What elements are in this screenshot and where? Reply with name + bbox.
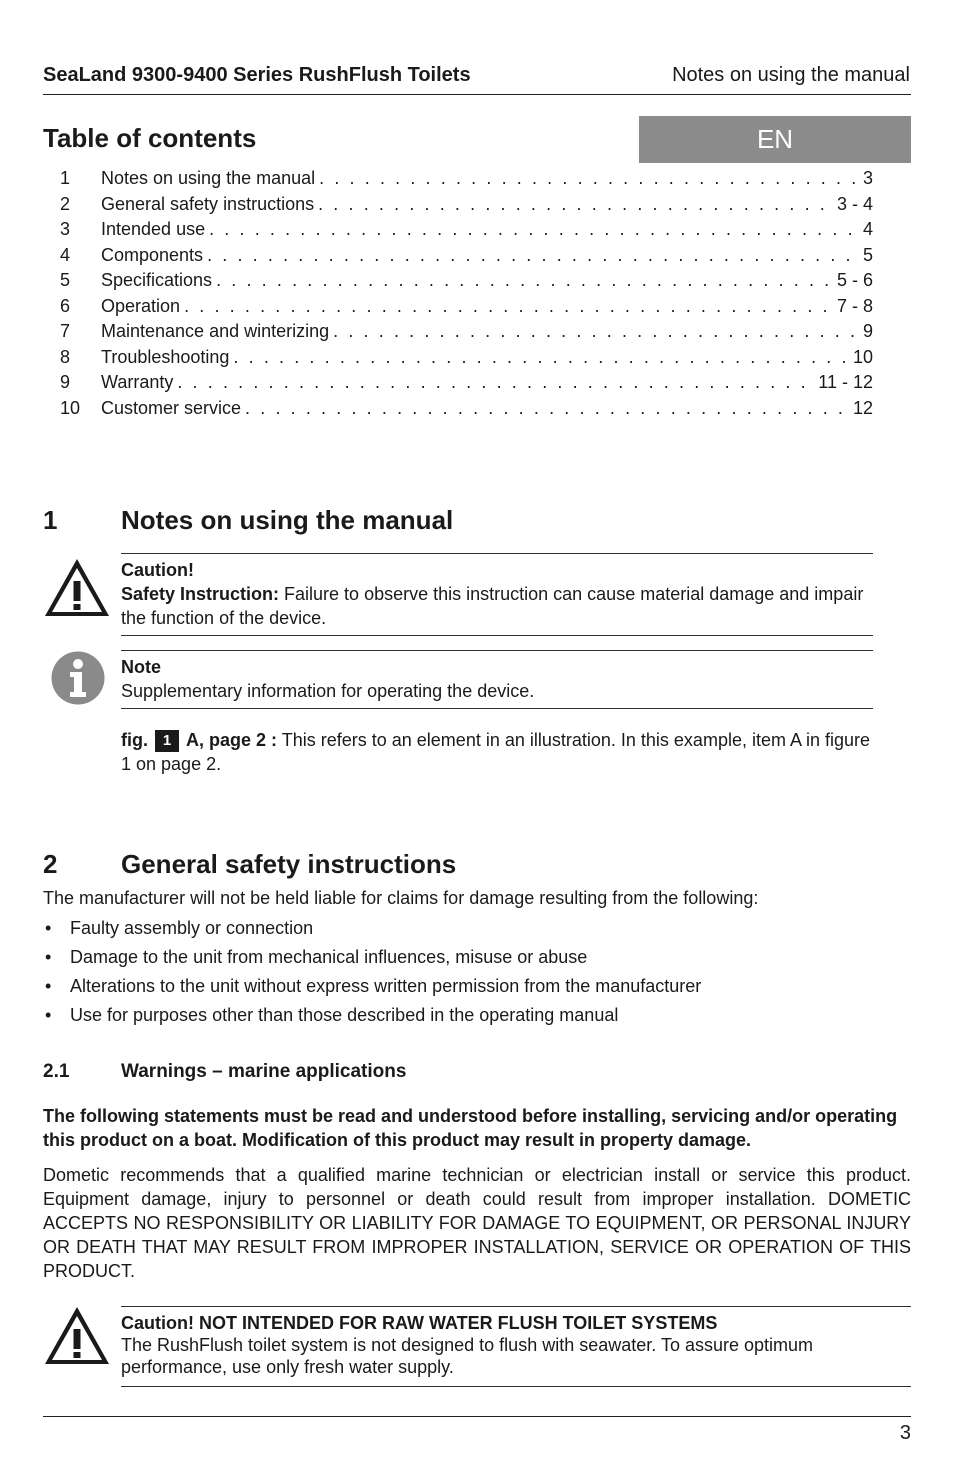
toc-entry[interactable] [60, 345, 873, 371]
toc-entry[interactable] [60, 192, 873, 218]
toc-leader-dots [203, 243, 859, 269]
toc-entry-number: 9 [60, 372, 71, 392]
section-title: Notes on using the manual [121, 505, 454, 535]
toc-entry[interactable] [60, 396, 873, 422]
toc-entry-page: 4 [862, 219, 873, 239]
toc-leader-dots [229, 345, 849, 371]
list-item: • Alterations to the unit without express written permission from the manufacturer [43, 972, 911, 1001]
toc-entry-page: 3 [862, 168, 873, 188]
table-of-contents [60, 166, 873, 421]
toc-entry-number: 3 [60, 219, 71, 239]
list-item-text: Use for purposes other than those described in the operating manual [70, 1005, 619, 1025]
disclaimer-paragraph: Dometic recommends that a qualified marine technician or electrician install or service this product. Equipment damage, injury to personnel or death could result from improper installation. DOMETIC ACCEPTS NO RESPONSIBILITY OR LIABILITY FOR DAMAGE TO EQUIPMENT, OR PERSONAL INJURY OR DEATH THAT MAY RESULT FROM IMPROPER INSTALLATION, SERVICE OR OPERATION OF THIS PRODUCT. [43, 1165, 911, 1281]
caution-bottom-rule [121, 635, 873, 636]
toc-entry-number: 6 [60, 295, 71, 316]
warning-statement: The following statements must be read and understood before installing, servicing and/or operating this product on a boat. Modification of this product may result in property damage. [43, 1106, 898, 1150]
caution-box [121, 558, 873, 630]
toc-entry-number: 10 [60, 397, 81, 418]
caution-text [121, 582, 873, 630]
list-item-text: Damage to the unit from mechanical influences, misuse or abuse [70, 947, 588, 967]
language-badge: EN [639, 116, 911, 163]
raw-water-caution-box [121, 1312, 911, 1378]
document-title: SeaLand 9300-9400 Series RushFlush Toilets [43, 64, 471, 86]
toc-entry-title: General safety instructions [101, 193, 315, 214]
list-item-text: Alterations to the unit without express written permission from the manufacturer [70, 976, 702, 996]
section-title: General safety instructions [121, 849, 457, 879]
toc-entry-number: 7 [60, 321, 71, 341]
toc-leader-dots [315, 166, 859, 192]
section-header: Notes on using the manual [672, 64, 910, 86]
warning-triangle-icon [43, 1305, 111, 1367]
fig-prefix: fig. [121, 730, 148, 750]
note-heading: Note [121, 657, 161, 677]
toc-entry[interactable] [60, 370, 873, 396]
list-item-text: Faulty assembly or connection [70, 918, 314, 938]
toc-leader-dots [329, 319, 859, 345]
note-text: Supplementary information for operating the device. [121, 681, 535, 701]
page-number: 3 [899, 1422, 911, 1444]
toc-entry[interactable] [60, 268, 873, 294]
toc-entry[interactable] [60, 217, 873, 243]
toc-leader-dots [314, 192, 833, 218]
note-bottom-rule [121, 708, 873, 709]
note-top-rule [121, 650, 873, 651]
toc-entry-title: Customer service [101, 397, 242, 418]
toc-entry-page: 12 [852, 397, 873, 418]
toc-entry-page: 5 - 6 [836, 270, 873, 290]
caution-label: Safety Instruction: [121, 584, 280, 604]
toc-entry-title: Specifications [101, 270, 213, 290]
fig-suffix: A, page 2 : [186, 730, 278, 750]
header-divider [43, 94, 911, 95]
subsection-title: Warnings – marine applications [121, 1061, 407, 1082]
caution-body: Failure to observe this instruction can cause material damage and impair the function of the device. [121, 584, 864, 628]
toc-entry-title: Maintenance and winterizing [101, 321, 330, 341]
toc-leader-dots [212, 268, 833, 294]
toc-entry-page: 11 - 12 [818, 372, 873, 392]
toc-leader-dots [173, 370, 814, 396]
toc-entry-page: 5 [862, 244, 873, 265]
toc-entry-number: 5 [60, 270, 71, 290]
toc-entry-title: Notes on using the manual [101, 168, 316, 188]
toc-entry-title: Intended use [101, 219, 206, 239]
caution-heading: Caution! NOT INTENDED FOR RAW WATER FLUSH TOILET SYSTEMS [121, 1313, 718, 1333]
toc-leader-dots [205, 217, 859, 243]
toc-entry[interactable] [60, 319, 873, 345]
footer-divider [43, 1416, 911, 1417]
toc-leader-dots [180, 294, 833, 320]
toc-entry-number: 8 [60, 346, 71, 367]
toc-entry-title: Warranty [101, 372, 174, 392]
toc-entry-number: 4 [60, 244, 71, 265]
section-1-heading [43, 505, 911, 537]
list-item: • Damage to the unit from mechanical influences, misuse or abuse [43, 943, 911, 972]
toc-entry-page: 9 [862, 321, 873, 341]
section-number: 2 [43, 849, 58, 879]
warning-triangle-icon [43, 557, 111, 619]
toc-entry-number: 2 [60, 193, 71, 214]
fig-explanation: This refers to an element in an illustration. In this example, item A in figure 1 on page 2. [121, 730, 871, 774]
section-number: 1 [43, 505, 58, 535]
toc-entry-page: 10 [852, 346, 873, 367]
toc-entry[interactable] [60, 166, 873, 192]
caution-heading: Caution! [121, 560, 194, 580]
toc-entry-title: Components [101, 244, 204, 265]
toc-entry-page: 3 - 4 [836, 193, 873, 214]
figure-reference [121, 728, 873, 776]
caution-text: The RushFlush toilet system is not designed to flush with seawater. To assure optimum performance, use only fresh water supply. [121, 1335, 813, 1377]
toc-leader-dots [241, 396, 849, 422]
info-icon [51, 651, 105, 705]
toc-entry-title: Operation [101, 295, 181, 316]
list-item: • Use for purposes other than those described in the operating manual [43, 1001, 911, 1030]
note-box [121, 655, 873, 703]
caution-top-rule [121, 1306, 911, 1307]
section-2-intro: The manufacturer will not be held liable for claims for damage resulting from the following: [43, 888, 759, 908]
list-item: • Faulty assembly or connection [43, 914, 911, 943]
toc-entry[interactable] [60, 294, 873, 320]
liability-bullet-list [43, 914, 911, 1030]
caution-top-rule [121, 553, 873, 554]
toc-heading: Table of contents [43, 123, 257, 153]
subsection-number: 2.1 [43, 1061, 70, 1082]
figure-number-badge: 1 [155, 730, 179, 752]
toc-entry-number: 1 [60, 168, 71, 188]
toc-entry[interactable] [60, 243, 873, 269]
toc-entry-title: Troubleshooting [101, 346, 230, 367]
toc-entry-page: 7 - 8 [836, 295, 873, 316]
section-2-heading [43, 849, 911, 881]
caution-bottom-rule [121, 1386, 911, 1387]
